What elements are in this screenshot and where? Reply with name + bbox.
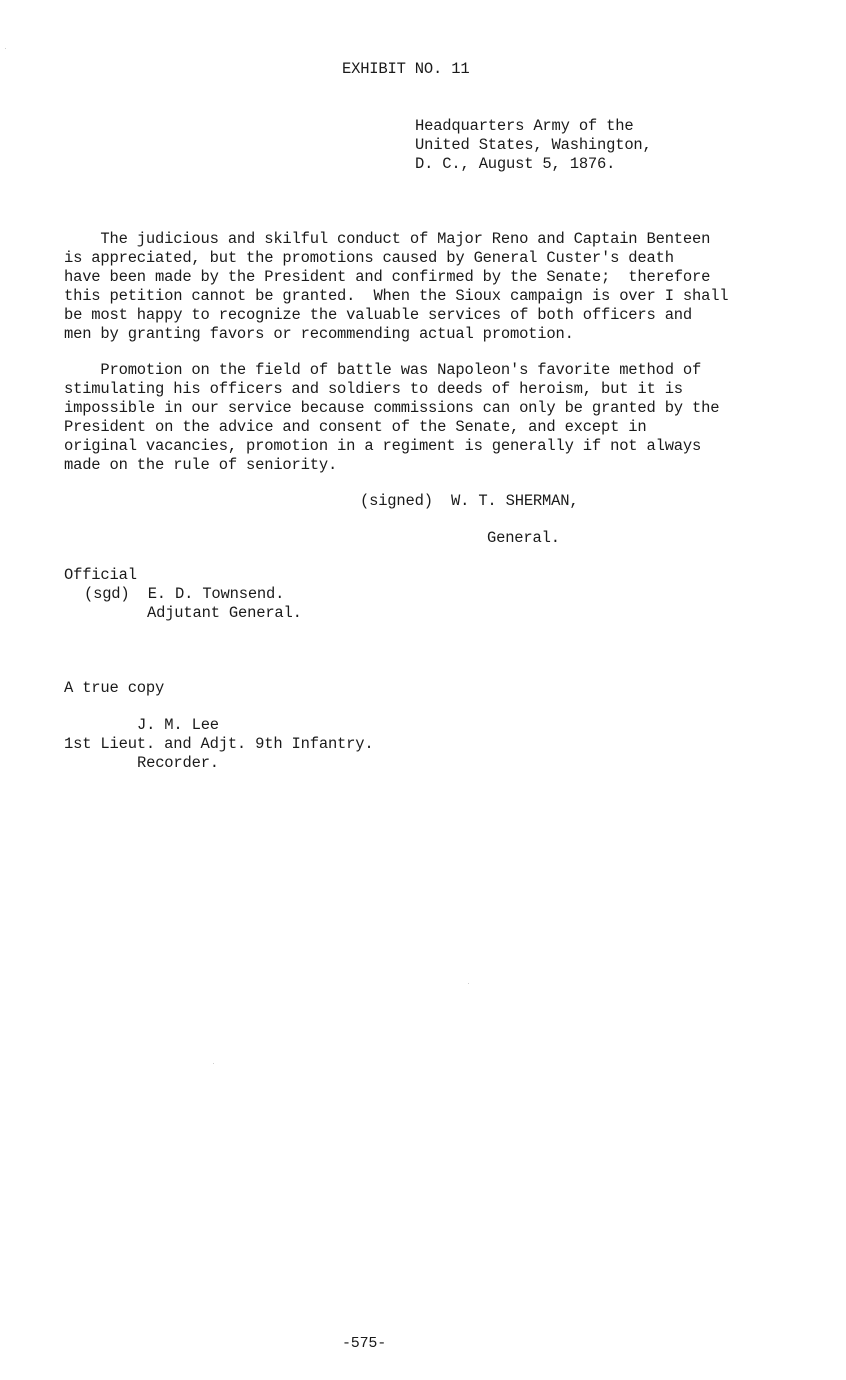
recorder-rank: 1st Lieut. and Adjt. 9th Infantry. [64, 735, 374, 753]
headquarters-address [415, 117, 652, 174]
official-role: Adjutant General. [147, 604, 302, 622]
text-line: original vacancies, promotion in a regiment is generally if not always [64, 436, 702, 455]
signature-line: (signed) W. T. SHERMAN, [360, 492, 579, 510]
paragraph-2 [64, 361, 719, 474]
official-signed-line: (sgd) E. D. Townsend. [84, 585, 285, 603]
paragraph-1 [64, 230, 728, 343]
scan-speck [5, 48, 6, 49]
page-number: -575- [342, 1335, 387, 1352]
official-label: Official [64, 566, 137, 584]
signature-title: General. [487, 529, 560, 547]
scan-speck [213, 1063, 214, 1064]
text-line: men by granting favors or recommending actual promotion. [64, 324, 574, 343]
text-line: Promotion on the field of battle was Napoleon's favorite method of [64, 361, 702, 379]
text-line: have been made by the President and confirmed by the Senate; therefore [64, 267, 711, 286]
text-line: The judicious and skilful conduct of Major Reno and Captain Benteen [64, 230, 711, 248]
recorder-role: Recorder. [137, 754, 219, 772]
text-line: is appreciated, but the promotions caused by General Custer's death [64, 248, 674, 267]
text-line: President on the advice and consent of the Senate, and except in [64, 417, 647, 436]
text-line: this petition cannot be granted. When the Sioux campaign is over I shall [64, 286, 729, 305]
exhibit-title: EXHIBIT NO. 11 [342, 60, 470, 78]
true-copy-label: A true copy [64, 679, 165, 697]
hq-line: Headquarters Army of the [415, 117, 634, 135]
text-line: impossible in our service because commissions can only be granted by the [64, 398, 720, 417]
text-line: stimulating his officers and soldiers to deeds of heroism, but it is [64, 379, 683, 398]
text-line: be most happy to recognize the valuable services of both officers and [64, 305, 693, 324]
text-line: made on the rule of seniority. [64, 455, 338, 474]
scan-speck [468, 983, 469, 984]
recorder-name: J. M. Lee [137, 716, 219, 734]
hq-line: D. C., August 5, 1876. [415, 154, 616, 173]
hq-line: United States, Washington, [415, 135, 652, 154]
